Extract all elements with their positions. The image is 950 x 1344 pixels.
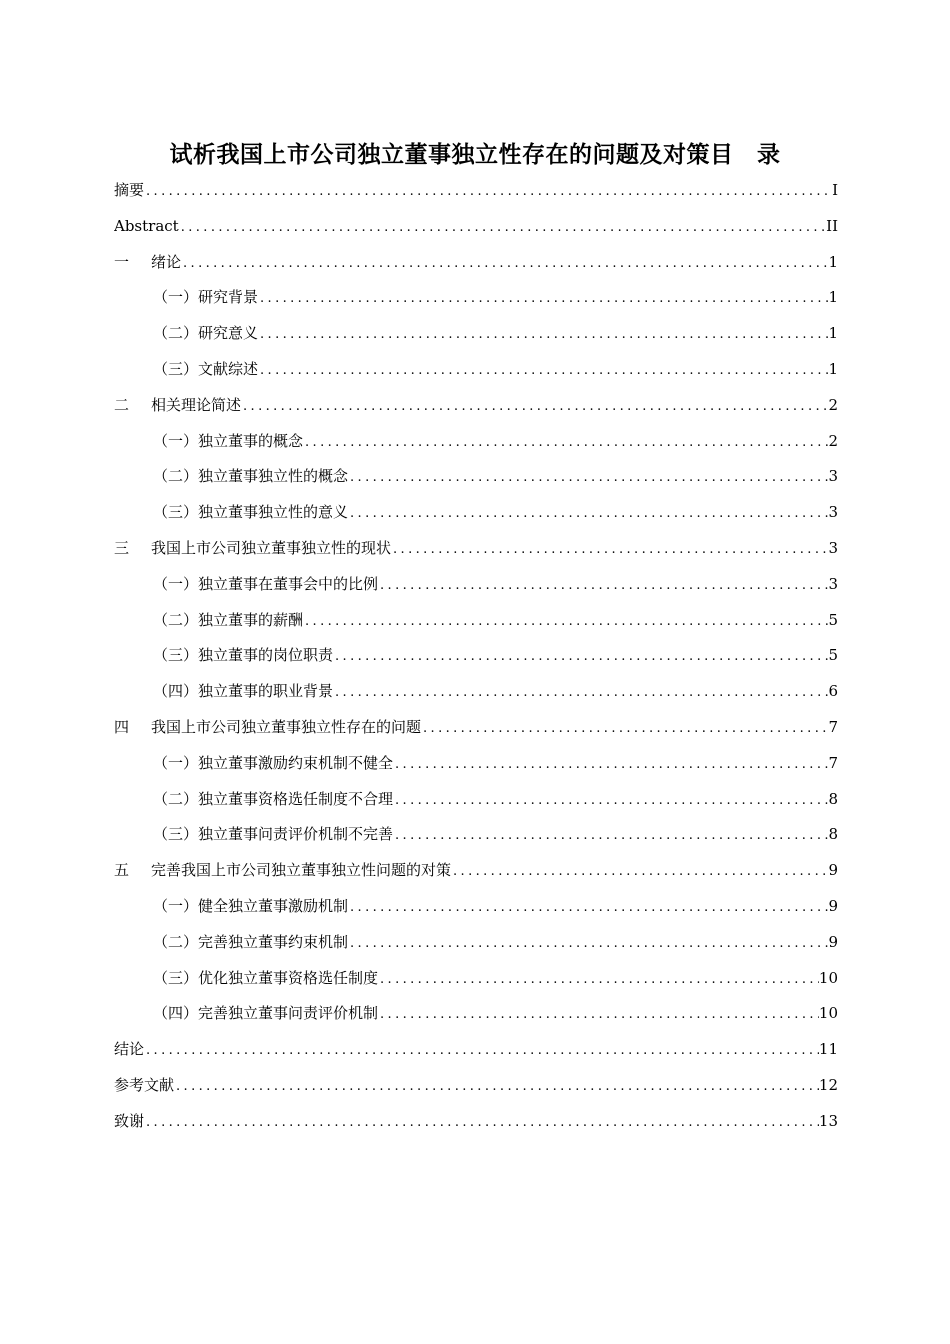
toc-entry-title: （一）独立董事激励约束机制不健全 xyxy=(153,753,394,772)
toc-page-number: 1 xyxy=(828,359,838,378)
toc-page-number: 6 xyxy=(828,682,838,701)
toc-entry-chapter[interactable] xyxy=(114,1104,838,1140)
toc-page-number: 9 xyxy=(828,932,838,951)
toc-dot-leader xyxy=(333,675,828,710)
toc-dot-leader xyxy=(258,281,828,316)
toc-entry-title: （四）独立董事的职业背景 xyxy=(153,682,334,701)
toc-dot-leader xyxy=(378,997,819,1032)
toc-entry-title: 完善我国上市公司独立董事独立性问题的对策 xyxy=(151,861,452,880)
toc-entry-section[interactable] xyxy=(114,495,838,531)
toc-page-number: 1 xyxy=(828,252,838,271)
toc-page-number: 3 xyxy=(828,538,838,557)
toc-entry-chapter[interactable] xyxy=(114,209,838,245)
toc-entry-section[interactable] xyxy=(114,424,838,460)
toc-dot-leader xyxy=(258,317,828,352)
toc-page-number: 5 xyxy=(828,646,838,665)
toc-entry-section[interactable] xyxy=(114,352,838,388)
toc-page-number: 10 xyxy=(818,968,838,987)
toc-entry-chapter[interactable] xyxy=(114,1032,838,1068)
toc-page-number: 13 xyxy=(818,1111,838,1130)
toc-entry-title: （三）独立董事的岗位职责 xyxy=(153,646,334,665)
toc-page-number: 1 xyxy=(828,324,838,343)
toc-entry-chapter[interactable] xyxy=(114,173,838,209)
toc-dot-leader xyxy=(378,962,819,997)
toc-dot-leader xyxy=(393,783,828,818)
toc-entry-section[interactable] xyxy=(114,638,838,674)
toc-dot-leader xyxy=(258,353,828,388)
toc-page-number: 2 xyxy=(828,395,838,414)
toc-chapter-number: 一 xyxy=(114,252,130,271)
toc-entry-title: （三）独立董事独立性的意义 xyxy=(153,503,349,522)
toc-entry-title: （二）研究意义 xyxy=(153,324,259,343)
toc-entry-title: 致谢 xyxy=(114,1111,145,1130)
toc-page-number: 2 xyxy=(828,431,838,450)
toc-page-number: 8 xyxy=(828,825,838,844)
toc-chapter-number: 三 xyxy=(114,538,130,557)
toc-entry-chapter[interactable] xyxy=(114,1068,838,1104)
toc-dot-leader xyxy=(181,246,828,281)
toc-entry-title: Abstract xyxy=(114,216,179,235)
toc-page-number: 3 xyxy=(828,467,838,486)
toc-dot-leader xyxy=(378,568,828,603)
toc-entry-chapter[interactable] xyxy=(114,388,838,424)
toc-dot-leader xyxy=(179,210,826,245)
toc-entry-section[interactable] xyxy=(114,961,838,997)
toc-page-number: 12 xyxy=(818,1075,838,1094)
toc-page-number: 1 xyxy=(828,288,838,307)
toc-dot-leader xyxy=(144,174,832,209)
table-of-contents xyxy=(114,173,838,1140)
toc-page-number: 9 xyxy=(828,861,838,880)
toc-dot-leader xyxy=(421,711,828,746)
toc-entry-section[interactable] xyxy=(114,925,838,961)
toc-dot-leader xyxy=(348,926,828,961)
toc-dot-leader xyxy=(144,1105,819,1140)
toc-entry-section[interactable] xyxy=(114,280,838,316)
toc-entry-title: （三）文献综述 xyxy=(153,359,259,378)
toc-dot-leader xyxy=(144,1033,819,1068)
toc-entry-title: （四）完善独立董事问责评价机制 xyxy=(153,1004,379,1023)
toc-dot-leader xyxy=(348,496,828,531)
toc-entry-chapter[interactable] xyxy=(114,531,838,567)
toc-entry-title: （三）优化独立董事资格选任制度 xyxy=(153,968,379,987)
toc-entry-title: 相关理论简述 xyxy=(151,395,242,414)
toc-page-number: 5 xyxy=(828,610,838,629)
toc-dot-leader xyxy=(348,890,828,925)
toc-dot-leader xyxy=(333,639,828,674)
toc-dot-leader xyxy=(391,532,828,567)
toc-entry-title: （二）独立董事独立性的概念 xyxy=(153,467,349,486)
toc-page-number: 3 xyxy=(828,574,838,593)
toc-entry-title: （一）独立董事在董事会中的比例 xyxy=(153,574,379,593)
toc-page-number: 11 xyxy=(818,1040,838,1059)
toc-page-number: II xyxy=(826,216,838,235)
toc-entry-title: 绪论 xyxy=(151,252,182,271)
toc-entry-section[interactable] xyxy=(114,567,838,603)
toc-entry-section[interactable] xyxy=(114,674,838,710)
toc-entry-title: 结论 xyxy=(114,1040,145,1059)
toc-page-number: 8 xyxy=(828,789,838,808)
toc-entry-title: （三）独立董事问责评价机制不完善 xyxy=(153,825,394,844)
toc-entry-title: （一）研究背景 xyxy=(153,288,259,307)
toc-entry-section[interactable] xyxy=(114,316,838,352)
toc-entry-title: （二）独立董事的薪酬 xyxy=(153,610,304,629)
toc-entry-chapter[interactable] xyxy=(114,245,838,281)
toc-dot-leader xyxy=(174,1069,819,1104)
toc-entry-section[interactable] xyxy=(114,996,838,1032)
toc-entry-title: （二）完善独立董事约束机制 xyxy=(153,932,349,951)
toc-page-number: 9 xyxy=(828,896,838,915)
document-title: 试析我国上市公司独立董事独立性存在的问题及对策目 录 xyxy=(169,142,781,168)
toc-entry-section[interactable] xyxy=(114,603,838,639)
toc-entry-section[interactable] xyxy=(114,459,838,495)
toc-entry-section[interactable] xyxy=(114,782,838,818)
toc-page-number: I xyxy=(832,181,838,199)
toc-entry-section[interactable] xyxy=(114,889,838,925)
toc-entry-title: （二）独立董事资格选任制度不合理 xyxy=(153,789,394,808)
toc-page-number: 7 xyxy=(828,753,838,772)
toc-page-number: 7 xyxy=(828,717,838,736)
toc-entry-chapter[interactable] xyxy=(114,853,838,889)
toc-dot-leader xyxy=(451,854,828,889)
toc-entry-title: 我国上市公司独立董事独立性的现状 xyxy=(151,538,392,557)
toc-entry-section[interactable] xyxy=(114,746,838,782)
toc-dot-leader xyxy=(303,425,828,460)
toc-entry-section[interactable] xyxy=(114,817,838,853)
toc-chapter-number: 二 xyxy=(114,395,130,414)
toc-page-number: 10 xyxy=(818,1004,838,1023)
toc-dot-leader xyxy=(393,747,828,782)
toc-dot-leader xyxy=(241,389,828,424)
toc-chapter-number: 四 xyxy=(114,717,130,736)
toc-entry-title: 参考文献 xyxy=(114,1075,175,1094)
toc-entry-title: （一）健全独立董事激励机制 xyxy=(153,896,349,915)
toc-entry-title: （一）独立董事的概念 xyxy=(153,431,304,450)
toc-dot-leader xyxy=(393,818,828,853)
toc-dot-leader xyxy=(303,604,828,639)
toc-dot-leader xyxy=(348,460,828,495)
toc-entry-chapter[interactable] xyxy=(114,710,838,746)
toc-entry-title: 我国上市公司独立董事独立性存在的问题 xyxy=(151,717,422,736)
toc-page-number: 3 xyxy=(828,503,838,522)
toc-chapter-number: 五 xyxy=(114,861,130,880)
toc-entry-title: 摘要 xyxy=(114,181,145,199)
